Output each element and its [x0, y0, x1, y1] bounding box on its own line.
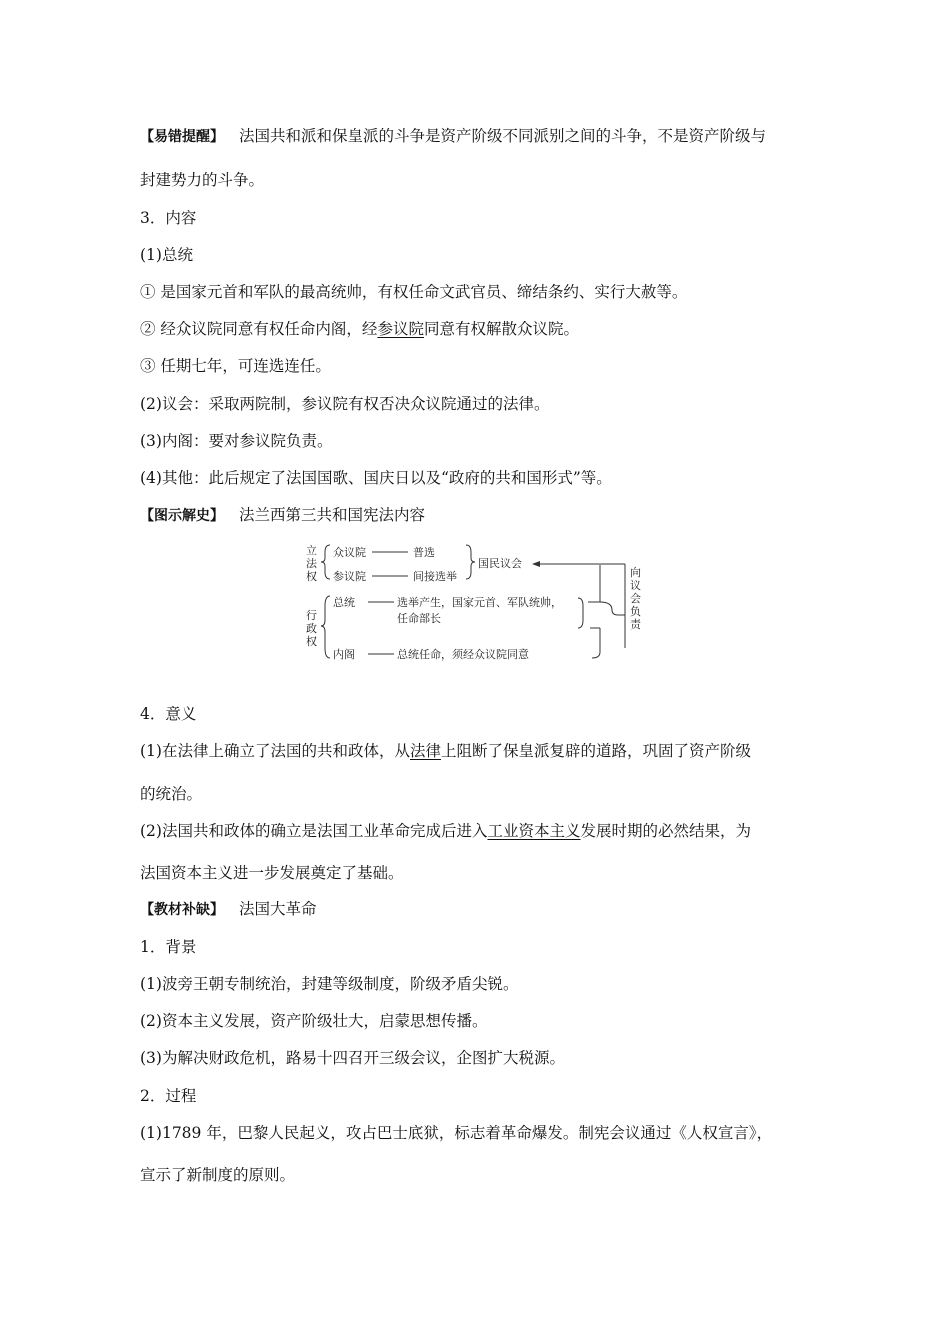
responsible-char: 会 — [630, 592, 641, 605]
s2-text-a: (2)法国共和政体的确立是法国工业革命完成后进入 — [140, 822, 488, 840]
process-item-1: (1)1789 年，巴黎人民起义，攻占巴士底狱，标志着革命爆发。制宪会议通过《人权宣言》， — [140, 1124, 773, 1142]
significance-item-1-cont: 的统治。 — [140, 785, 203, 803]
supplement-tag: 【教材补缺】 — [140, 902, 224, 918]
cabinet-label: 内阁 — [333, 648, 355, 661]
s1-text-b: 上阻断了保皇派复辟的道路，巩固了资产阶级 — [440, 742, 751, 760]
tip-tag: 【易错提醒】 — [140, 129, 224, 145]
constitution-diagram — [300, 540, 660, 665]
responsible-char: 议 — [630, 579, 641, 592]
content-heading: 3．内容 — [140, 209, 197, 227]
responsible-char: 负 — [630, 605, 641, 618]
background-item-3: (3)为解决财政危机，路易十四召开三级会议，企图扩大税源。 — [140, 1049, 565, 1067]
legislative-char: 立 — [306, 544, 317, 557]
parliament-item: (2)议会：采取两院制，参议院有权否决众议院通过的法律。 — [140, 395, 550, 413]
s2-text-b: 发展时期的必然结果，为 — [580, 822, 751, 840]
tip-text: 法国共和派和保皇派的斗争是资产阶级不同派别之间的斗争，不是资产阶级与 — [238, 127, 766, 145]
background-item-2: (2)资本主义发展，资产阶级壮大，启蒙思想传播。 — [140, 1012, 488, 1030]
chamber-label: 众议院 — [333, 546, 366, 559]
legislative-char: 权 — [306, 570, 317, 583]
tip-line-2: 封建势力的斗争。 — [140, 171, 265, 189]
supplement-heading — [140, 898, 316, 921]
responsible-char: 向 — [630, 566, 641, 579]
p2-underlined: 参议院 — [377, 320, 424, 338]
background-item-1: (1)波旁王朝专制统治，封建等级制度，阶级矛盾尖锐。 — [140, 975, 519, 993]
figure-heading — [140, 504, 425, 527]
significance-item-2-cont: 法国资本主义进一步发展奠定了基础。 — [140, 864, 404, 882]
figure-title: 法兰西第三共和国宪法内容 — [238, 506, 425, 524]
president-item-3: ③ 任期七年，可连选连任。 — [140, 357, 331, 375]
significance-heading: 4．意义 — [140, 705, 197, 723]
p2-text-a: ② 经众议院同意有权任命内阁，经 — [140, 320, 378, 338]
chamber-method: 普选 — [413, 546, 435, 559]
s1-text-a: (1)在法律上确立了法国的共和政体，从 — [140, 742, 410, 760]
president-label: 总统 — [333, 596, 355, 609]
executive-char: 政 — [306, 622, 317, 635]
supplement-title: 法国大革命 — [238, 900, 317, 918]
cabinet-item: (3)内阁：要对参议院负责。 — [140, 432, 333, 450]
executive-char: 行 — [306, 609, 317, 622]
president-item-1: ① 是国家元首和军队的最高统帅，有权任命文武官员、缔结条约、实行大赦等。 — [140, 283, 688, 301]
s2-underlined: 工业资本主义 — [487, 822, 581, 840]
significance-item-1 — [140, 740, 751, 762]
president-desc-2: 任命部长 — [397, 612, 441, 625]
executive-char: 权 — [306, 635, 317, 648]
s1-underlined: 法律 — [409, 742, 441, 760]
responsible-char: 责 — [630, 618, 641, 631]
arrow-icon — [532, 561, 540, 567]
president-heading: (1)总统 — [140, 246, 193, 264]
senate-label: 参议院 — [333, 570, 366, 583]
figure-tag: 【图示解史】 — [140, 508, 224, 524]
national-assembly-label: 国民议会 — [478, 557, 522, 570]
background-heading: 1．背景 — [140, 938, 197, 956]
process-item-1-cont: 宣示了新制度的原则。 — [140, 1166, 296, 1184]
senate-method: 间接选举 — [413, 570, 457, 583]
p2-text-b: 同意有权解散众议院。 — [423, 320, 579, 338]
legislative-char: 法 — [306, 557, 317, 570]
president-item-2 — [140, 318, 579, 340]
significance-item-2 — [140, 820, 751, 842]
tip-line-1 — [140, 125, 766, 148]
president-desc-1: 选举产生，国家元首、军队统帅， — [397, 596, 562, 609]
cabinet-desc: 总统任命，须经众议院同意 — [397, 648, 529, 661]
process-heading: 2．过程 — [140, 1087, 197, 1105]
other-item: (4)其他：此后规定了法国国歌、国庆日以及“政府的共和国形式”等。 — [140, 469, 612, 487]
